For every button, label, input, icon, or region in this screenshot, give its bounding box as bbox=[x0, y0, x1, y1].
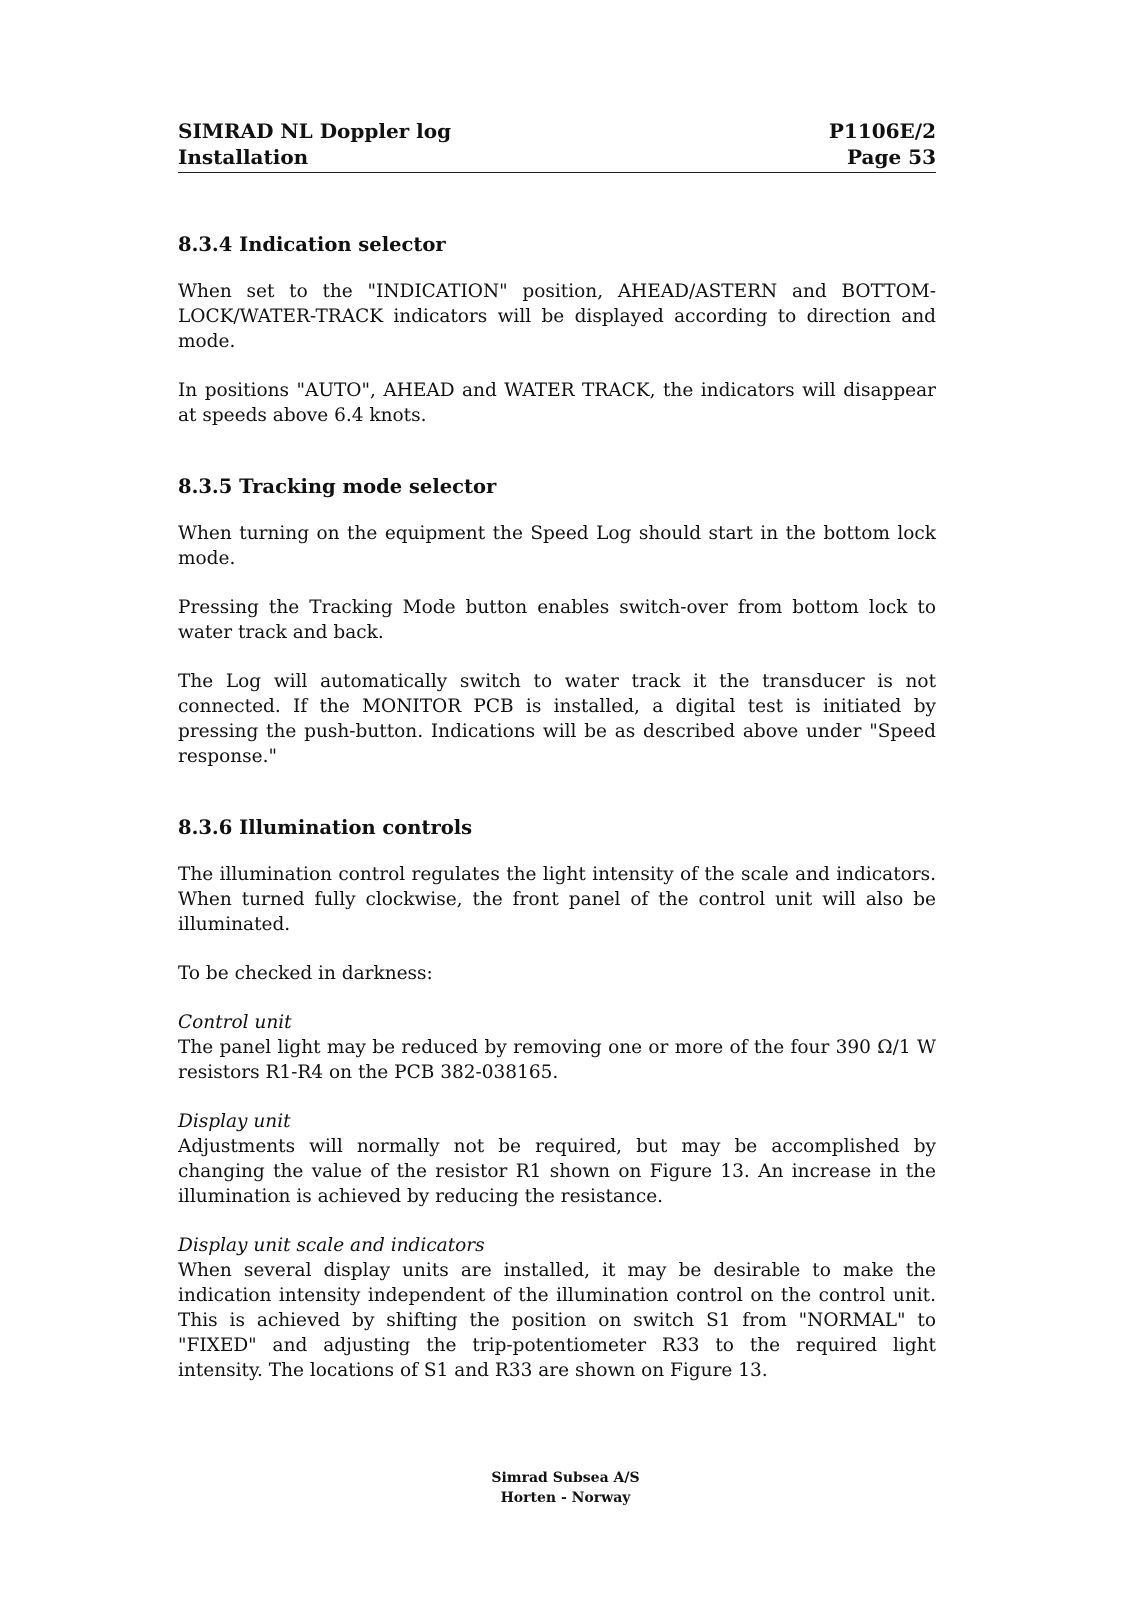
subsection-heading: Display unit scale and indicators bbox=[178, 1235, 485, 1256]
footer-location: Horten - Norway bbox=[500, 1490, 631, 1506]
header-divider bbox=[178, 172, 936, 173]
paragraph: When set to the "INDICATION" position, AHEAD/ASTERN and BOTTOM-LOCK/WATER-TRACK indicators will be displayed according to direction and mode. bbox=[178, 281, 936, 352]
paragraph: When turning on the equipment the Speed Log should start in the bottom lock mode. bbox=[178, 523, 936, 569]
paragraph: The Log will automatically switch to water track it the transducer is not connected. If the MONITOR PCB is installed, a digital test is initiated by pressing the push-button. Indications will be as described above under "Speed response." bbox=[178, 671, 936, 767]
header-chapter-title: Installation bbox=[178, 145, 309, 169]
paragraph: The illumination control regulates the light intensity of the scale and indicators. When turned fully clockwise, the front panel of the control unit will also be illuminated. bbox=[178, 864, 936, 935]
header-page-number: Page 53 bbox=[847, 145, 936, 169]
subsection-text: When several display units are installed, it may be desirable to make the indication intensity independent of the illumination control on the control unit. This is achieved by shifting the position on switch S1 from "NORMAL" to "FIXED" and adjusting the trip-potentiometer R33 to the required light intensity. The locations of S1 and R33 are shown on Figure 13. bbox=[178, 1260, 936, 1381]
subsection-display-unit-scale bbox=[178, 1233, 936, 1383]
section-heading: 8.3.5 Tracking mode selector bbox=[178, 475, 497, 498]
subsection-text: The panel light may be reduced by removing one or more of the four 390 Ω/1 W resistors R1-R4 on the PCB 382-038165. bbox=[178, 1037, 936, 1083]
section-indication-selector bbox=[178, 232, 936, 428]
page-footer bbox=[0, 1468, 1131, 1508]
header-left bbox=[178, 118, 451, 170]
paragraph: To be checked in darkness: bbox=[178, 963, 433, 984]
subsection-display-unit bbox=[178, 1109, 936, 1209]
section-heading: 8.3.6 Illumination controls bbox=[178, 816, 473, 839]
paragraph: In positions "AUTO", AHEAD and WATER TRACK, the indicators will disappear at speeds above 6.4 knots. bbox=[178, 380, 936, 426]
header-right bbox=[829, 118, 936, 170]
header-document-number: P1106E/2 bbox=[828, 119, 936, 143]
subsection-control-unit bbox=[178, 1010, 936, 1085]
subsection-heading: Display unit bbox=[178, 1111, 291, 1132]
subsection-heading: Control unit bbox=[178, 1012, 292, 1033]
section-illumination-controls bbox=[178, 815, 936, 1383]
subsection-text: Adjustments will normally not be required, but may be accomplished by changing the value of the resistor R1 shown on Figure 13. An increase in the illumination is achieved by reducing the resistance. bbox=[178, 1136, 936, 1207]
paragraph: Pressing the Tracking Mode button enables switch-over from bottom lock to water track and back. bbox=[178, 597, 936, 643]
footer-company: Simrad Subsea A/S bbox=[491, 1470, 640, 1486]
header-product-title: SIMRAD NL Doppler log bbox=[178, 119, 452, 143]
section-heading: 8.3.4 Indication selector bbox=[178, 233, 446, 256]
page-body bbox=[178, 232, 936, 1383]
section-tracking-mode-selector bbox=[178, 474, 936, 769]
